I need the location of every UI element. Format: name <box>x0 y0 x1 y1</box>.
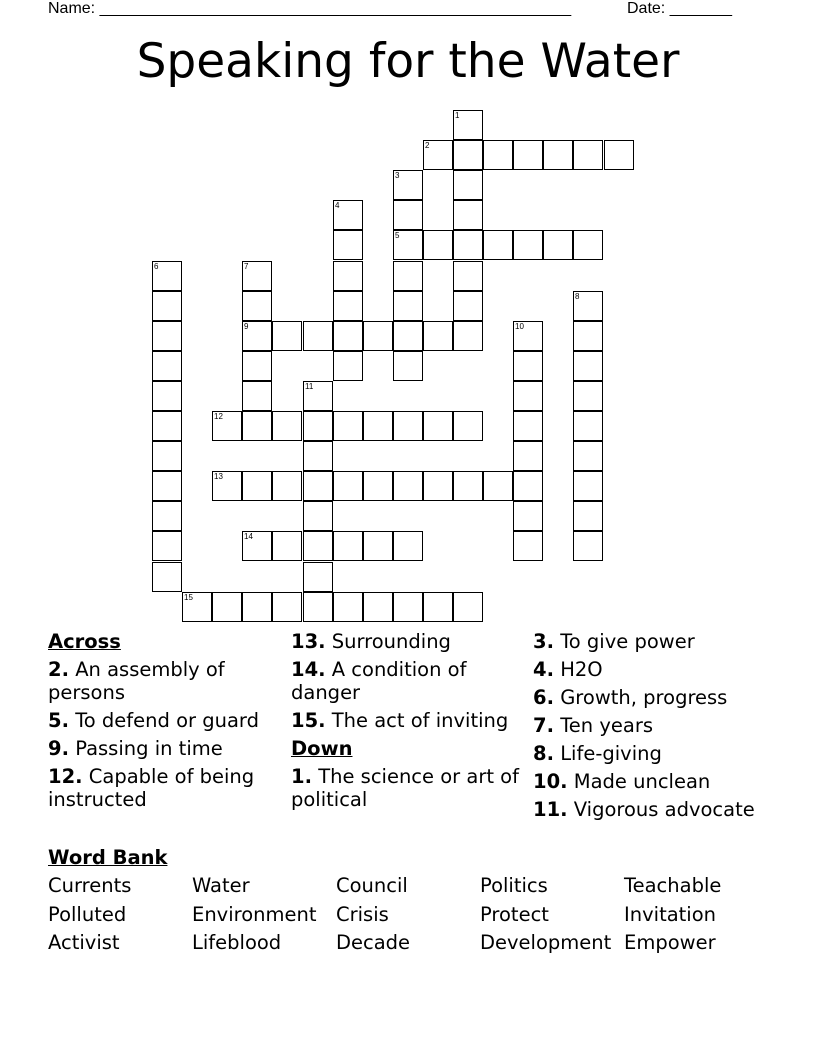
clue-down-8: 8. Life-giving <box>533 742 662 765</box>
crossword-cell[interactable] <box>272 592 302 622</box>
clue-column-1 <box>48 630 288 811</box>
crossword-cell[interactable] <box>513 321 543 351</box>
crossword-cell[interactable] <box>303 471 333 501</box>
crossword-cell[interactable] <box>573 441 603 471</box>
clue-number: 6 <box>154 262 159 271</box>
crossword-cell[interactable] <box>483 471 513 501</box>
crossword-cell[interactable] <box>363 531 393 561</box>
crossword-cell[interactable] <box>242 291 272 321</box>
crossword-cell[interactable] <box>453 230 483 260</box>
word-bank-heading: Word Bank <box>48 846 168 869</box>
crossword-cell[interactable] <box>152 501 182 531</box>
clue-number: 12 <box>214 412 223 421</box>
crossword-cell[interactable] <box>363 411 393 441</box>
crossword-cell[interactable] <box>423 321 453 351</box>
clue-down-3: 3. To give power <box>533 630 695 653</box>
clue-across-2: 2. An assembly of persons <box>48 658 225 704</box>
word-bank-item: Crisis <box>336 903 389 926</box>
crossword-cell[interactable] <box>543 140 573 170</box>
crossword-cell[interactable] <box>393 471 423 501</box>
crossword-cell[interactable] <box>152 351 182 381</box>
clue-number: 9 <box>244 322 249 331</box>
clue-across-5: 5. To defend or guard <box>48 709 259 732</box>
crossword-cell[interactable] <box>152 261 182 291</box>
clue-across-9: 9. Passing in time <box>48 737 223 760</box>
crossword-cell[interactable] <box>453 110 483 140</box>
word-bank-item: Politics <box>480 874 548 897</box>
crossword-cell[interactable] <box>453 321 483 351</box>
crossword-cell[interactable] <box>303 592 333 622</box>
crossword-cell[interactable] <box>303 411 333 441</box>
crossword-cell[interactable] <box>152 531 182 561</box>
crossword-cell[interactable] <box>152 471 182 501</box>
crossword-cell[interactable] <box>152 411 182 441</box>
word-bank-item: Lifeblood <box>192 931 282 954</box>
crossword-cell[interactable] <box>152 381 182 411</box>
clue-down-1: 1. The science or art of political <box>291 765 519 811</box>
crossword-cell[interactable] <box>152 562 182 592</box>
clue-number: 11 <box>305 382 314 391</box>
crossword-cell[interactable] <box>393 170 423 200</box>
crossword-cell[interactable] <box>393 411 423 441</box>
crossword-cell[interactable] <box>573 351 603 381</box>
clue-number: 8 <box>575 292 580 301</box>
crossword-cell[interactable] <box>333 531 363 561</box>
crossword-cell[interactable] <box>423 411 453 441</box>
crossword-cell[interactable] <box>453 200 483 230</box>
crossword-cell[interactable] <box>333 351 363 381</box>
clue-column-3 <box>533 630 773 821</box>
crossword-cell[interactable] <box>513 471 543 501</box>
clue-number: 2 <box>425 141 430 150</box>
crossword-cell[interactable] <box>423 471 453 501</box>
crossword-cell[interactable] <box>393 351 423 381</box>
down-heading: Down <box>291 737 353 760</box>
crossword-cell[interactable] <box>242 261 272 291</box>
crossword-cell[interactable] <box>513 411 543 441</box>
clue-across-15: 15. The act of inviting <box>291 709 509 732</box>
crossword-cell[interactable] <box>513 531 543 561</box>
crossword-cell[interactable] <box>393 291 423 321</box>
word-bank-item: Decade <box>336 931 411 954</box>
crossword-cell[interactable] <box>333 291 363 321</box>
crossword-cell[interactable] <box>573 140 603 170</box>
word-bank-item: Polluted <box>48 903 127 926</box>
crossword-cell[interactable] <box>152 441 182 471</box>
word-bank-item: Development <box>480 931 612 954</box>
crossword-cell[interactable] <box>242 411 272 441</box>
word-bank-item: Council <box>336 874 408 897</box>
crossword-cell[interactable] <box>303 381 333 411</box>
crossword-cell[interactable] <box>573 471 603 501</box>
clue-down-4: 4. H2O <box>533 658 603 681</box>
crossword-cell[interactable] <box>333 261 363 291</box>
crossword-cell[interactable] <box>513 381 543 411</box>
clue-number: 14 <box>244 532 253 541</box>
word-bank-item: Environment <box>192 903 317 926</box>
crossword-cell[interactable] <box>513 501 543 531</box>
crossword-cell[interactable] <box>483 140 513 170</box>
crossword-cell[interactable] <box>573 531 603 561</box>
crossword-cell[interactable] <box>242 381 272 411</box>
crossword-cell[interactable] <box>303 562 333 592</box>
crossword-cell[interactable] <box>152 291 182 321</box>
clue-number: 3 <box>395 171 400 180</box>
crossword-cell[interactable] <box>513 441 543 471</box>
crossword-cell[interactable] <box>453 411 483 441</box>
crossword-cell[interactable] <box>573 321 603 351</box>
crossword-cell[interactable] <box>573 501 603 531</box>
crossword-cell[interactable] <box>242 531 272 561</box>
crossword-cell[interactable] <box>242 471 272 501</box>
clue-across-12: 12. Capable of being instructed <box>48 765 255 811</box>
crossword-cell[interactable] <box>573 411 603 441</box>
clue-number: 7 <box>244 262 249 271</box>
crossword-cell[interactable] <box>333 200 363 230</box>
crossword-cell[interactable] <box>363 471 393 501</box>
crossword-cell[interactable] <box>272 321 302 351</box>
crossword-cell[interactable] <box>393 230 423 260</box>
clue-number: 4 <box>335 201 340 210</box>
crossword-cell[interactable] <box>513 230 543 260</box>
crossword-cell[interactable] <box>453 471 483 501</box>
name-field[interactable]: Name: _____________________________________________________ <box>48 0 572 17</box>
crossword-cell[interactable] <box>182 592 212 622</box>
clue-number: 5 <box>395 231 400 240</box>
date-field[interactable]: Date: _______ <box>627 0 732 17</box>
crossword-cell[interactable] <box>272 411 302 441</box>
crossword-cell[interactable] <box>453 261 483 291</box>
crossword-cell[interactable] <box>303 441 333 471</box>
crossword-cell[interactable] <box>543 230 573 260</box>
crossword-cell[interactable] <box>573 291 603 321</box>
crossword-cell[interactable] <box>513 351 543 381</box>
crossword-cell[interactable] <box>212 471 242 501</box>
crossword-cell[interactable] <box>242 592 272 622</box>
clue-down-11: 11. Vigorous advocate <box>533 798 755 821</box>
clue-number: 15 <box>184 593 193 602</box>
crossword-cell[interactable] <box>333 411 363 441</box>
puzzle-title: Speaking for the Water <box>136 34 680 89</box>
clue-number: 10 <box>515 322 524 331</box>
crossword-cell[interactable] <box>453 592 483 622</box>
clue-across-14: 14. A condition of danger <box>291 658 467 704</box>
crossword-cell[interactable] <box>242 351 272 381</box>
crossword-cell[interactable] <box>212 411 242 441</box>
crossword-cell[interactable] <box>453 291 483 321</box>
word-bank-item: Empower <box>624 931 716 954</box>
crossword-cell[interactable] <box>393 200 423 230</box>
word-bank-item: Water <box>192 874 250 897</box>
crossword-cell[interactable] <box>423 140 453 170</box>
clue-down-7: 7. Ten years <box>533 714 654 737</box>
clue-down-10: 10. Made unclean <box>533 770 711 793</box>
clue-across-13: 13. Surrounding <box>291 630 451 653</box>
clue-number: 13 <box>214 472 223 481</box>
clue-column-2 <box>291 630 531 811</box>
crossword-cell[interactable] <box>423 230 453 260</box>
word-bank-item: Currents <box>48 874 132 897</box>
crossword-cell[interactable] <box>303 531 333 561</box>
crossword-cell[interactable] <box>272 531 302 561</box>
across-heading: Across <box>48 630 121 653</box>
word-bank-item: Teachable <box>624 874 722 897</box>
word-bank-item: Invitation <box>624 903 717 926</box>
crossword-cell[interactable] <box>333 321 363 351</box>
crossword-cell[interactable] <box>573 230 603 260</box>
crossword-cell[interactable] <box>393 592 423 622</box>
crossword-cell[interactable] <box>242 321 272 351</box>
crossword-cell[interactable] <box>212 592 242 622</box>
crossword-cell[interactable] <box>333 471 363 501</box>
word-bank-item: Activist <box>48 931 120 954</box>
word-bank-item: Protect <box>480 903 549 926</box>
clue-number: 1 <box>455 111 460 120</box>
crossword-cell[interactable] <box>272 471 302 501</box>
clue-down-6: 6. Growth, progress <box>533 686 728 709</box>
crossword-cell[interactable] <box>604 140 634 170</box>
crossword-cell[interactable] <box>453 140 483 170</box>
crossword-cell[interactable] <box>573 381 603 411</box>
crossword-cell[interactable] <box>513 140 543 170</box>
crossword-cell[interactable] <box>333 592 363 622</box>
crossword-cell[interactable] <box>393 261 423 291</box>
crossword-cell[interactable] <box>423 592 453 622</box>
crossword-cell[interactable] <box>363 592 393 622</box>
crossword-cell[interactable] <box>393 531 423 561</box>
crossword-cell[interactable] <box>453 170 483 200</box>
crossword-cell[interactable] <box>363 321 393 351</box>
crossword-cell[interactable] <box>483 230 513 260</box>
crossword-cell[interactable] <box>152 321 182 351</box>
crossword-cell[interactable] <box>303 501 333 531</box>
crossword-cell[interactable] <box>303 321 333 351</box>
crossword-cell[interactable] <box>393 321 423 351</box>
crossword-cell[interactable] <box>333 230 363 260</box>
